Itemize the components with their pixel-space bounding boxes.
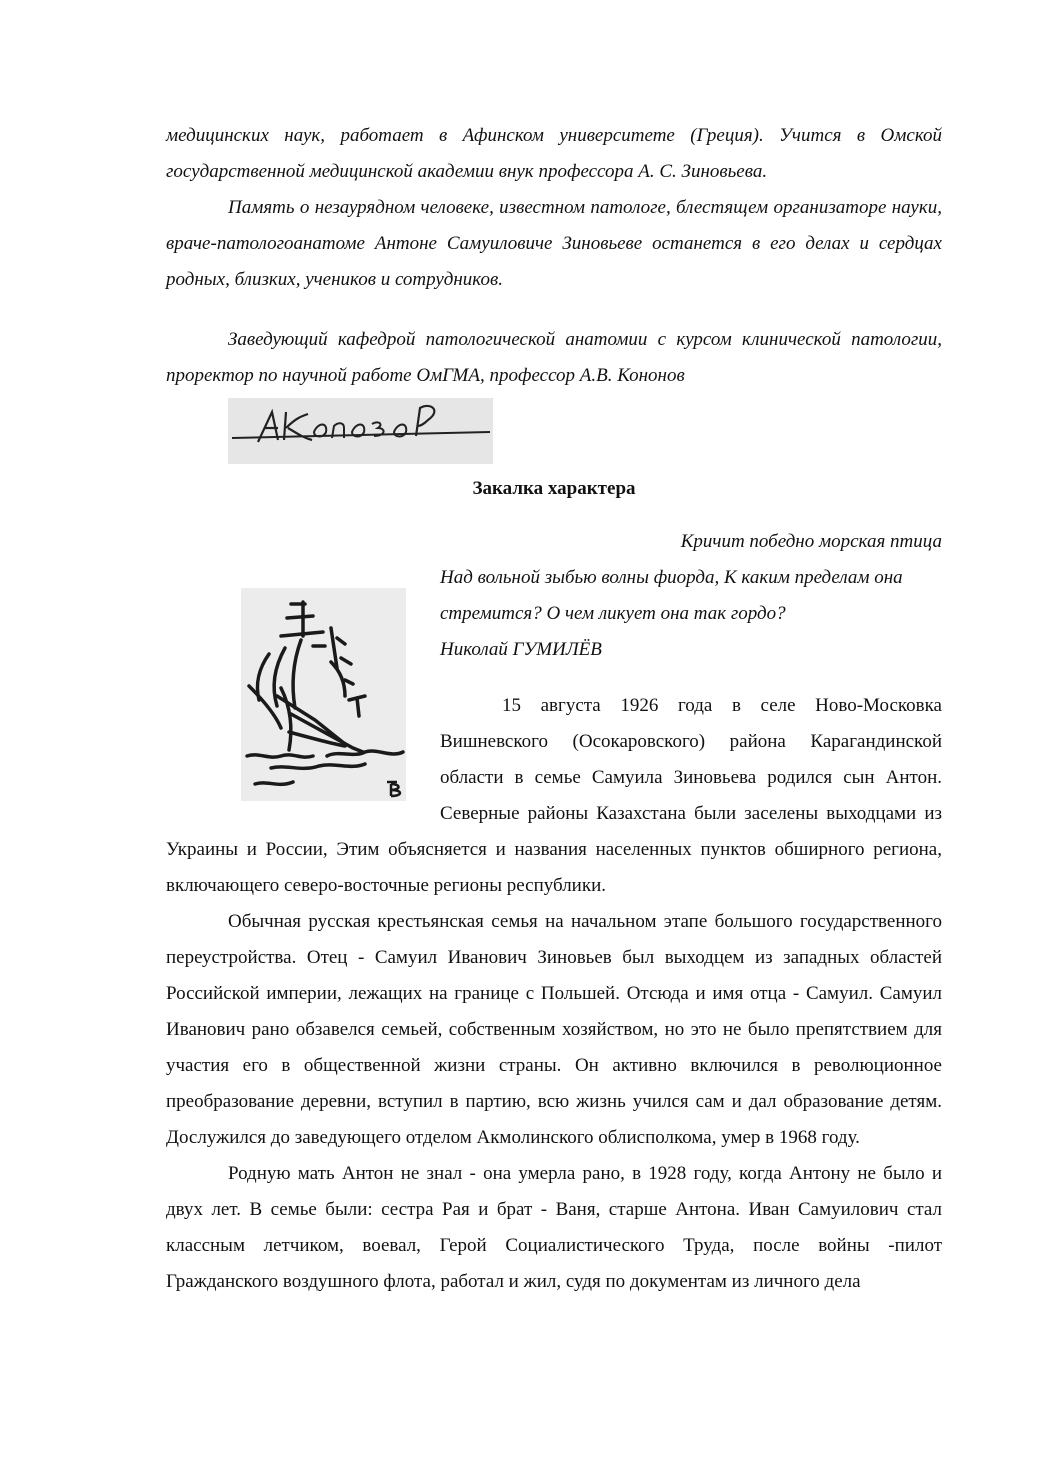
signature-image (228, 398, 493, 464)
document-page (166, 118, 942, 1300)
intro-paragraph-2: Память о незаурядном человеке, известном патологе, блестящем организаторе науки, враче-патологоанатоме Антоне Самуиловиче Зиновьеве останется в его делах и сердцах родных, близких, учеников и сотрудников. (166, 197, 942, 290)
intro-paragraph-1: медицинских наук, работает в Афинском университете (Греция). Учится в Омской государственной медицинской академии внук профессора А. С. Зиновьева. (166, 125, 942, 182)
section-title: Закалка характера (472, 478, 636, 499)
author-credit: Заведующий кафедрой патологической анатомии с курсом клинической патологии, проректор по научной работе ОмГМА, профессор А.В. Кононов (166, 329, 942, 386)
epigraph-author: Николай ГУМИЛЁВ (440, 639, 602, 660)
body-paragraph-2: Обычная русская крестьянская семья на начальном этапе большого государственного переустройства. Отец - Самуил Иванович Зиновьев был выходцем из западных областей Российской империи, лежащих на границе с Польшей. Отсюда и имя отца - Самуил. Самуил Иванович рано обзавелся семьей, собственным хозяйством, но это не было препятствием для участия его в общественной жизни страны. Он активно включился в революционное преобразование деревни, вступил в партию, всю жизнь учился сам и дал образование детям. Дослужился до заведующего отделом Акмолинского облисполкома, умер в 1968 году. (166, 911, 942, 1148)
ship-sketch-image (241, 588, 406, 801)
epigraph-line-1: Кричит победно морская птица (680, 531, 942, 552)
epigraph-body: Над вольной зыбью волны фиорда, К каким пределам она стремится? О чем ликует она так гордо? (440, 567, 903, 624)
body-paragraph-1: 15 августа 1926 года в селе Ново-Московка Вишневского (Осокаровского) района Карагандинской области в семье Самуила Зиновьева родился сын Антон. Северные районы Казахстана были заселены выходцами из Украины и России, Этим объясняется и названия населенных пунктов обширного региона, включающего северо-восточные регионы республики. (166, 695, 942, 896)
body-paragraph-3: Родную мать Антон не знал - она умерла рано, в 1928 году, когда Антону не было и двух лет. В семье были: сестра Рая и брат - Ваня, старше Антона. Иван Самуилович стал классным летчиком, воевал, Герой Социалистического Труда, после войны -пилот Гражданского воздушного флота, работал и жил, судя по документам из личного дела (166, 1163, 942, 1292)
